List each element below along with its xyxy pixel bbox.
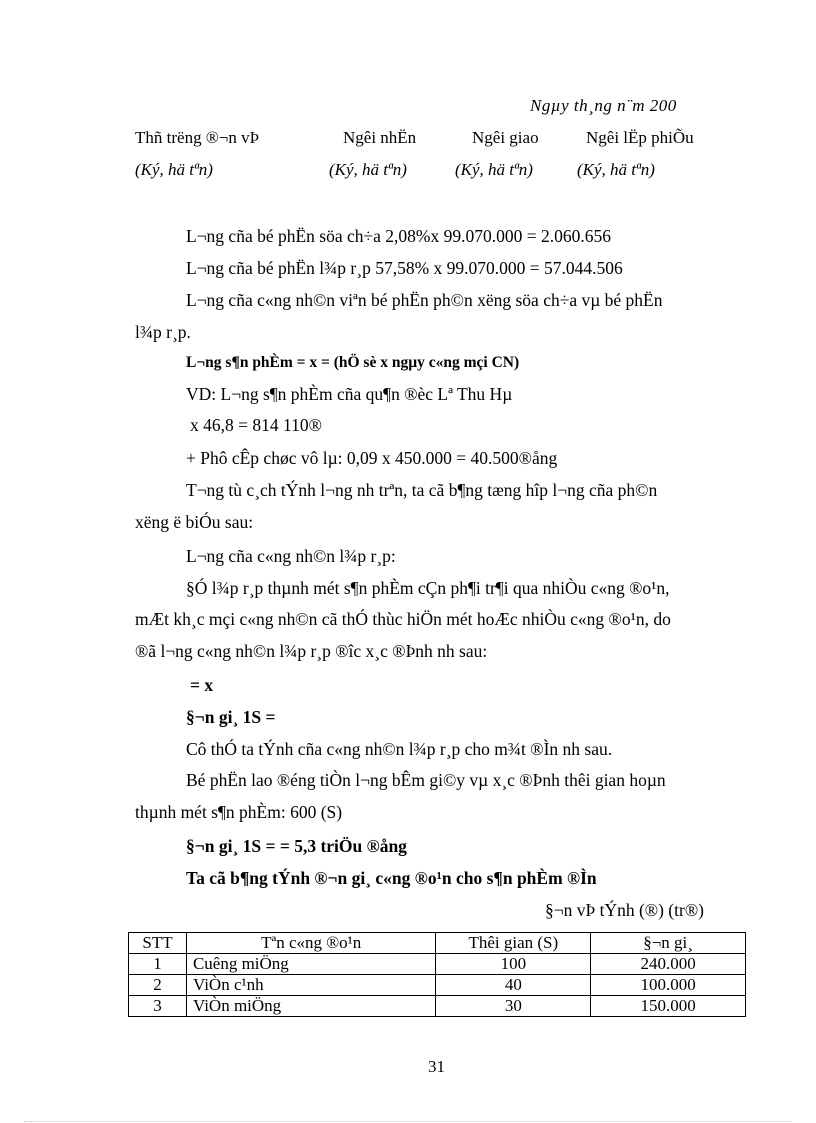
paragraph-product-salary-formula: L¬ng s¶n phÈm = x = (hÖ sè x ngµy c«ng mçi CN) bbox=[186, 354, 520, 371]
paragraph-staff-salary-cont: l¾p r¸p. bbox=[135, 322, 191, 342]
formula-unit-price-result: §¬n gi¸ 1S = = 5,3 triÖu ®ång bbox=[186, 836, 407, 856]
header-time: Thêi gian (S) bbox=[436, 933, 591, 954]
signature-note-3: (Ký, hä tªn) bbox=[455, 160, 533, 179]
paragraph-similar-calc-cont: xëng ë biÓu sau: bbox=[135, 512, 254, 532]
paragraph-labor-dept: Bé phËn lao ®éng tiÒn l¬ng bÊm gi©y vµ x¸c ®Þnh thêi gian hoµn bbox=[186, 770, 666, 790]
cell-stage-name: ViÒn miÖng bbox=[186, 996, 436, 1017]
paragraph-allowance: + Phô cÊp chøc vô lµ: 0,09 x 450.000 = 40.500®ång bbox=[186, 448, 558, 468]
cell-unit-price: 240.000 bbox=[591, 954, 746, 975]
signature-note-4: (Ký, hä tªn) bbox=[577, 160, 655, 179]
page-number: 31 bbox=[428, 1057, 445, 1076]
header-unit-price: §¬n gi¸ bbox=[591, 933, 746, 954]
cell-time: 30 bbox=[436, 996, 591, 1017]
paragraph-assembly-worker-salary: L¬ng cña c«ng nh©n l¾p r¸p: bbox=[186, 546, 396, 566]
paragraph-staff-salary: L¬ng cña c«ng nh©n viªn bé phËn ph©n xëng söa ch÷a vµ bé phËn bbox=[186, 290, 663, 310]
formula-unit-price: §¬n gi¸ 1S = bbox=[186, 707, 276, 727]
date-line: Ngµy th¸ng n¨m 200 bbox=[530, 96, 677, 115]
unit-note: §¬n vÞ tÝnh (®) (tr®) bbox=[545, 900, 704, 920]
unit-price-table bbox=[128, 932, 746, 1017]
paragraph-assembly-salary: L¬ng cña bé phËn l¾p r¸p 57,58% x 99.070.000 = 57.044.506 bbox=[186, 258, 623, 278]
cell-unit-price: 150.000 bbox=[591, 996, 746, 1017]
table-row bbox=[129, 996, 746, 1017]
cell-stage-name: Cuêng miÖng bbox=[186, 954, 436, 975]
formula-equals: = x bbox=[190, 675, 214, 695]
paragraph-example-result: x 46,8 = 814 110® bbox=[190, 415, 322, 435]
signature-title-receiver: Ngêi nhËn bbox=[343, 128, 417, 147]
signature-title-preparer: Ngêi lËp phiÕu bbox=[586, 128, 694, 147]
table-row bbox=[129, 975, 746, 996]
cell-time: 40 bbox=[436, 975, 591, 996]
paragraph-labor-dept-cont: thµnh mét s¶n phÈm: 600 (S) bbox=[135, 802, 343, 822]
signature-title-deliverer: Ngêi giao bbox=[472, 128, 539, 147]
signature-note-1: (Ký, hä tªn) bbox=[135, 160, 213, 179]
cell-stt: 3 bbox=[129, 996, 187, 1017]
paragraph-repair-salary: L¬ng cña bé phËn söa ch÷a 2,08%x 99.070.000 = 2.060.656 bbox=[186, 226, 611, 246]
paragraph-example: VD: L¬ng s¶n phÈm cña qu¶n ®èc Lª Thu Hµ bbox=[186, 384, 513, 404]
table-header-row bbox=[129, 933, 746, 954]
signature-note-2: (Ký, hä tªn) bbox=[329, 160, 407, 179]
table-caption: Ta cã b¶ng tÝnh ®¬n gi¸ c«ng ®o¹n cho s¶n phÈm ®Ìn bbox=[186, 868, 597, 888]
paragraph-similar-calc: T¬ng tù c¸ch tÝnh l¬ng nh trªn, ta cã b¶ng tæng hîp l¬ng cña ph©n bbox=[186, 480, 658, 500]
paragraph-specific-calc: Cô thÓ ta tÝnh cña c«ng nh©n l¾p r¸p cho m¾t ®Ìn nh sau. bbox=[186, 739, 613, 759]
signature-title-unit-head: Thñ trëng ®¬n vÞ bbox=[135, 128, 260, 147]
paragraph-assembly-process: §Ó l¾p r¸p thµnh mét s¶n phÈm cÇn ph¶i tr¶i qua nhiÒu c«ng ®o¹n, bbox=[186, 578, 670, 598]
page-edge-divider bbox=[24, 1121, 792, 1122]
cell-stt: 1 bbox=[129, 954, 187, 975]
cell-unit-price: 100.000 bbox=[591, 975, 746, 996]
paragraph-assembly-process-2: mÆt kh¸c mçi c«ng nh©n cã thÓ thùc hiÖn mét hoÆc nhiÒu c«ng ®o¹n, do bbox=[135, 609, 671, 629]
cell-stage-name: ViÒn c¹nh bbox=[186, 975, 436, 996]
header-stage-name: Tªn c«ng ®o¹n bbox=[186, 933, 436, 954]
table-row bbox=[129, 954, 746, 975]
cell-time: 100 bbox=[436, 954, 591, 975]
cell-stt: 2 bbox=[129, 975, 187, 996]
header-stt: STT bbox=[129, 933, 187, 954]
paragraph-assembly-process-3: ®ã l¬ng c«ng nh©n l¾p r¸p ®îc x¸c ®Þnh nh sau: bbox=[135, 641, 488, 661]
